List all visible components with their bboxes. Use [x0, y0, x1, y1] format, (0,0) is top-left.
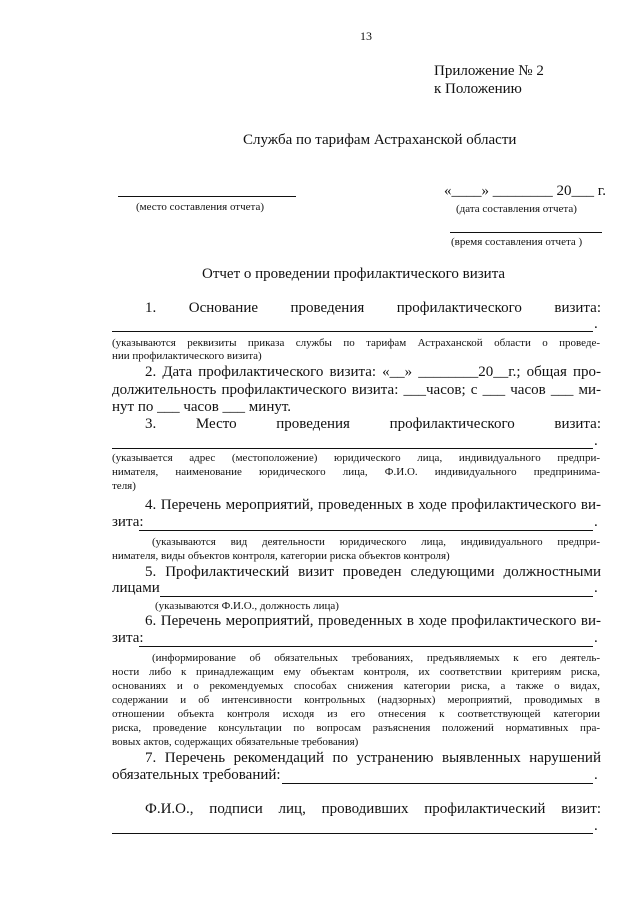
section-6-hint-6: риска, проведение консультации по вопросам разъяснения положений нормативных пра- [112, 722, 600, 734]
section-1-period: . [594, 316, 598, 332]
section-7-period: . [594, 767, 598, 783]
section-7-line-1: 7. Перечень рекомендаций по устранению выявленных нарушений [145, 750, 601, 766]
place-hint: (место составления отчета) [136, 201, 265, 213]
section-4-fill-line [139, 530, 593, 531]
section-6-line-2: зита: [112, 630, 144, 646]
section-5-line-1: 5. Профилактический визит проведен следующими должностными [145, 564, 601, 580]
date-fill-line: «____» ________ 20___ г. [444, 183, 606, 199]
time-hint: (время составления отчета ) [451, 236, 583, 248]
section-1-title: 1. Основание проведения профилактического визита: [145, 300, 601, 316]
section-6-hint-4: содержании и об интенсивности контрольных (надзорных) мероприятий, проводимых в [112, 694, 600, 706]
section-6-hint-3: основаниях и о рекомендуемых способах снижения категории риска, а также о видах, [112, 680, 600, 692]
signatures-period: . [594, 818, 598, 834]
section-3-hint-1: (указывается адрес (местоположение) юридического лица, индивидуального предпри- [112, 452, 600, 464]
section-6-hint-5: отношении объекта контроля исходя из его отнесения к соответствующей категории [112, 708, 600, 720]
appendix-line-1: Приложение № 2 [434, 63, 544, 79]
section-3-hint-2: нимателя, наименование юридического лица, Ф.И.О. индивидуального предпринима- [112, 466, 600, 478]
section-5-fill-line [160, 596, 593, 597]
signatures-title: Ф.И.О., подписи лиц, проводивших профилактический визит: [145, 801, 601, 817]
section-2-line-3: нут по ___ часов ___ минут. [112, 399, 292, 415]
section-4-period: . [594, 514, 598, 530]
section-4-hint-1: (указываются вид деятельности юридического лица, индивидуального предпри- [152, 536, 600, 548]
signatures-fill-line [112, 833, 593, 834]
place-underline [118, 196, 296, 197]
section-4-line-2: зита: [112, 514, 144, 530]
date-hint: (дата составления отчета) [456, 203, 577, 215]
section-1-fill-line [112, 331, 593, 332]
section-5-hint: (указываются Ф.И.О., должность лица) [155, 600, 339, 612]
section-6-hint-2: ности либо к принадлежащим ему объектам контроля, их соответствии критериям риска, [112, 666, 600, 678]
document-title: Отчет о проведении профилактического визита [202, 266, 506, 282]
section-1-hint-1: (указываются реквизиты приказа службы по тарифам Астраханской области о проведе- [112, 337, 600, 349]
section-3-period: . [594, 433, 598, 449]
section-2-line-1: 2. Дата профилактического визита: «__» ________20__г.; общая про- [145, 364, 601, 380]
section-1-hint-2: нии профилактического визита) [112, 350, 262, 362]
section-3-fill-line [112, 448, 593, 449]
section-7-line-2: обязательных требований: [112, 767, 281, 783]
page-number: 13 [360, 29, 372, 43]
section-4-hint-2: нимателя, виды объектов контроля, категории риска объектов контроля) [112, 550, 450, 562]
section-2-line-2: должительность профилактического визита: ___часов; с ___ часов ___ ми- [112, 382, 601, 398]
organization-title: Служба по тарифам Астраханской области [243, 132, 517, 148]
section-5-line-2: лицами [112, 580, 160, 596]
section-6-hint-1: (информирование об обязательных требованиях, предъявляемых к его деятель- [152, 652, 600, 664]
appendix-line-2: к Положению [434, 81, 522, 97]
time-underline [450, 232, 602, 233]
section-6-line-1: 6. Перечень мероприятий, проведенных в ходе профилактического ви- [145, 613, 601, 629]
section-7-fill-line [282, 783, 593, 784]
section-6-hint-7: вовых актов, содержащих обязательные требования) [112, 736, 359, 748]
section-6-period: . [594, 630, 598, 646]
section-3-hint-3: теля) [112, 480, 136, 492]
section-6-fill-line [139, 646, 593, 647]
section-4-line-1: 4. Перечень мероприятий, проведенных в ходе профилактического ви- [145, 497, 601, 513]
section-5-period: . [594, 580, 598, 596]
section-3-title: 3. Место проведения профилактического визита: [145, 416, 601, 432]
